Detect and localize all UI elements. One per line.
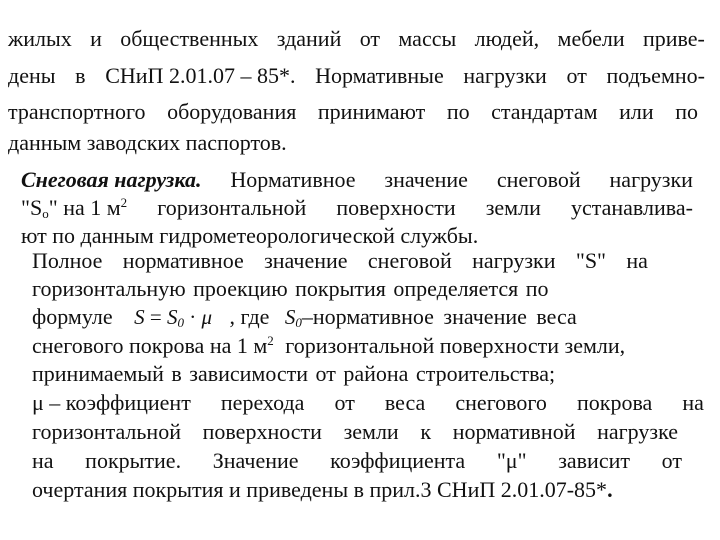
word: нагрузки [609, 167, 693, 192]
word: снегового покрова на 1 м [32, 333, 268, 358]
word: горизонтальной [32, 419, 181, 444]
s0-quote: " [48, 195, 58, 220]
word: на [32, 448, 54, 473]
formula-equals: = [149, 305, 162, 329]
word: Значение [212, 448, 299, 473]
full-line9 [32, 477, 613, 503]
area-unit: на 1 м [63, 195, 121, 220]
word: или [619, 99, 654, 124]
full-line1 [32, 248, 648, 274]
word: формуле [32, 304, 113, 329]
full-line5: принимаемый в зависимости от района строительства; [32, 361, 556, 386]
formula-dot: · [189, 305, 197, 329]
word: на [682, 390, 704, 415]
word: общественных [120, 26, 259, 51]
word: покрова [576, 390, 653, 415]
word: веса [384, 390, 426, 415]
snow-line2 [21, 195, 693, 221]
word: нормативной [452, 419, 576, 444]
word: мебели [557, 26, 625, 51]
s0-symbol: "S [21, 195, 43, 220]
word: транспортного [8, 99, 146, 124]
formula-s0: S [166, 305, 178, 329]
word: на [626, 248, 648, 273]
s0-with-unit [21, 195, 127, 221]
word: стандартам [491, 99, 598, 124]
full-line7 [32, 419, 678, 445]
snow-line1 [21, 167, 693, 193]
word: дены [8, 63, 56, 88]
s0-letter: S [284, 305, 296, 329]
word: от [566, 63, 587, 88]
word: нормативное [122, 248, 244, 273]
s0-definition: –нормативное значение веса [301, 304, 577, 329]
word: массы [398, 26, 457, 51]
word: покрытие. [85, 448, 182, 473]
word: "S" [575, 248, 607, 273]
word: снеговой [496, 167, 581, 192]
para1-line2 [8, 63, 705, 89]
square-superscript: 2 [120, 195, 128, 210]
snip-reference: СНиП 2.01.07 – 85*. [105, 63, 296, 88]
word: значение [384, 167, 468, 192]
word: земли [343, 419, 399, 444]
s0-subscript: 0 [295, 315, 302, 330]
word: жилых [8, 26, 72, 51]
appendix-reference: очертания покрытия и приведены в прил.3 СНиП 2.01.07-85* [32, 477, 608, 502]
word: от [359, 26, 381, 51]
word: поверхности [202, 419, 322, 444]
word: коэффициента [330, 448, 466, 473]
s0-symbol [285, 304, 302, 330]
full-line6 [32, 390, 704, 416]
word: нагрузке [597, 419, 678, 444]
word: подъемно- [606, 63, 705, 88]
formula-mu: μ [201, 305, 213, 329]
word: , где [229, 304, 270, 329]
snow-line3: ют по данным гидрометеорологической службы. [21, 223, 479, 248]
mu-definition: μ – коэффициент [32, 390, 191, 415]
word: людей, [474, 26, 540, 51]
s0-subscript: o [42, 206, 49, 221]
word: оборудования [167, 99, 297, 124]
full-line2: горизонтальную проекцию покрытия определяется по [32, 276, 549, 301]
snow-load-heading: Снеговая нагрузка. [21, 167, 202, 192]
word: горизонтальной [157, 195, 307, 220]
word: от [661, 448, 682, 473]
word: и [90, 26, 102, 51]
formula-s: S [134, 305, 145, 329]
para1-line3 [8, 99, 698, 125]
para1-line1 [8, 26, 705, 52]
word: снегового [455, 390, 547, 415]
word: нагрузки [463, 63, 547, 88]
square-superscript: 2 [267, 333, 274, 348]
word: по [675, 99, 698, 124]
snow-load-formula [134, 304, 212, 330]
mu-quoted: "μ" [496, 448, 527, 473]
word: в [75, 63, 86, 88]
word: Нормативное [230, 167, 356, 192]
full-line8 [32, 448, 682, 474]
word: к [420, 419, 432, 444]
word: снеговой [367, 248, 452, 273]
full-line4 [32, 333, 625, 359]
final-period: . [607, 477, 613, 502]
formula-s0-subscript: 0 [177, 315, 184, 330]
word: значение [264, 248, 348, 273]
word: Нормативные [315, 63, 444, 88]
word: зависит [558, 448, 630, 473]
word: принимают [317, 99, 426, 124]
word: Полное [32, 248, 103, 273]
para1-line4: данным заводских паспортов. [8, 130, 287, 155]
word: поверхности [336, 195, 456, 220]
word: горизонтальной поверхности земли, [285, 333, 626, 358]
word: нагрузки [472, 248, 556, 273]
word: земли [485, 195, 541, 220]
word: перехода [220, 390, 305, 415]
word: по [446, 99, 470, 124]
word: приве- [642, 26, 705, 51]
word: устанавлива- [570, 195, 693, 220]
word: от [334, 390, 355, 415]
full-line3 [32, 304, 577, 330]
word: зданий [276, 26, 342, 51]
